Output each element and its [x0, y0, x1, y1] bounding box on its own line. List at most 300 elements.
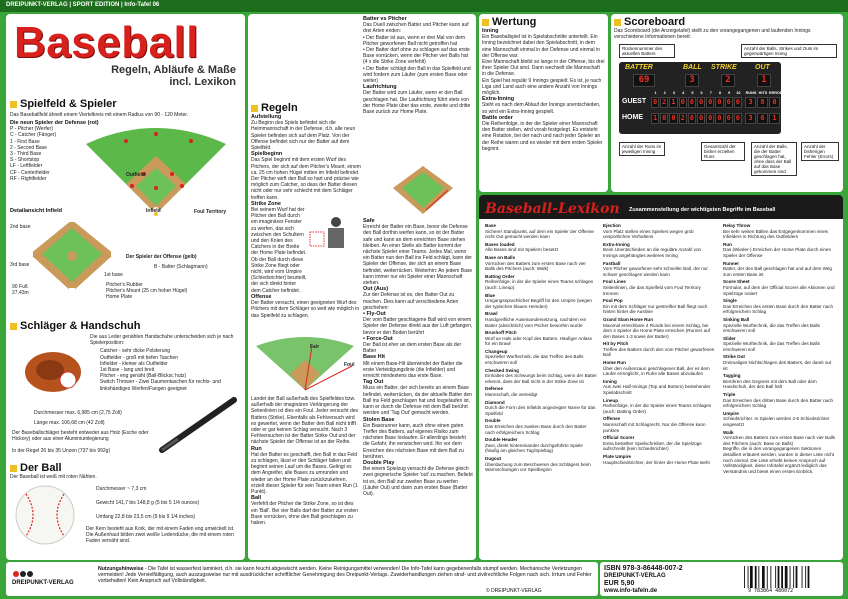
section-wertung: [482, 16, 605, 152]
lexikon-entry: [603, 317, 715, 339]
position-item: 2 - Second Base: [10, 144, 47, 151]
lexikon-term: Defense: [485, 386, 503, 392]
isbn-url: www.info-tafeln.de: [604, 588, 658, 594]
lexikon-entry: [723, 354, 837, 371]
led-strike: 2: [721, 74, 735, 87]
inning-number: 9: [728, 91, 731, 95]
positions-list: [10, 126, 70, 182]
positions-head: Die neun Spieler der Defense (rot): [10, 120, 99, 127]
lexikon-entry: [723, 411, 837, 428]
glove-item: Pitcher - eng genäht (Ball-Blicksc hutz): [100, 373, 187, 380]
isbn-publisher: DREIPUNKT-VERLAG: [604, 573, 666, 579]
glove-item: 1st Base - lang und breit: [100, 367, 155, 374]
lexikon-definition: Zwei, direkt hintereinander durchgeführte Spiele (häufig am gleichen Tag/Spieltag): [485, 442, 583, 454]
lexikon-definition: Spezieller Wurftechnik, die das Treffen des Balls erschweren soll: [485, 354, 584, 366]
rule-block: Double Play Bei einem Spielzug versucht die Defense gleich zwei gegnerische Spieler 'out' zu machen. Beliebt ist es, den Ball zur zweiten Base zu werfen (Läufer Out) und dann zum ersten Base (Batter Out).: [363, 459, 473, 497]
glove-item: Switch Thrower - Zwei Daumentaschen für rechts- und linkshändiges Werfen/Fangen geeignet: [100, 379, 221, 392]
infield-label: Infield: [146, 208, 161, 214]
lexikon-entry: [485, 255, 597, 272]
score-block: Eine Mannschaft bleibt so lange in der Offense, bis drei ihrer Spieler Out sind. Dann wechselt die Mannschaft in die Defense.: [482, 59, 605, 78]
pitchers-mound: [67, 251, 77, 261]
lexikon-term: Score Sheet: [723, 279, 750, 285]
lexikon-definition: Ein mit dem Schläger nur gestreifter Ball fliegt nach hinten hinter die Auslinie: [603, 303, 708, 315]
guest-row: [651, 97, 779, 109]
score-block: Inning Ein Baseballspiel ist in Spielabschnitte unterteilt. Ein Inning bezeichnet dabei den Spielabschnitt, in dem eine Mannschaft einmal in der Defense und einmal in der Offense war.: [482, 28, 600, 59]
callout-total-runs: Gesamtzahl der bisher erzielten Runs: [701, 142, 745, 161]
barcode-bar: [755, 566, 757, 588]
callout-runs-inning: Anzahl der Runs im jeweiligen Inning: [619, 142, 665, 156]
player-rf: [189, 139, 193, 143]
section-marker-icon: [614, 19, 621, 26]
section-scoreboard: [614, 16, 840, 40]
section-ball: [10, 462, 242, 480]
third-base: [27, 252, 33, 256]
bat-length: Länge max. 106,68 cm (42 Zoll): [34, 420, 105, 426]
score-block: Ein Spiel hat regulär 9 Innings gespielt. Es ist, je nach Liga und Land auch eine andere Anzahl von Innings möglich.: [482, 77, 602, 97]
lexikon-definition: Berühren des Gegners mit dem Ball oder dem Handschuh, der den Ball hält: [723, 378, 817, 390]
total-score: 6: [757, 113, 768, 124]
rule-block: Laufrichtung Der Batter wird zum Läufer, wenn er den Ball geschlagen hat. Die Laufrichtung führt stets von der Home Plate über das erste, zweite und dritte Base zurück zur Home Plate.: [363, 84, 471, 116]
lexikon-definition: Einhalten des Schwungs beim Schlag, wenn der Batter erkennt, dass der Ball nicht in der Strike Zone ist: [485, 373, 597, 384]
lexikon-term: Foul Lines: [603, 279, 626, 285]
ball-intro: Der Baseball ist weiß mit roten Nähten.: [10, 474, 97, 480]
lexikon-entry: [723, 430, 837, 447]
label-guest: GUEST: [622, 98, 647, 105]
lexikon-entry: [603, 279, 715, 296]
lexikon-entry: [485, 437, 597, 454]
lexikon-term: Batting Order: [485, 273, 515, 279]
inning-score: 0: [689, 114, 694, 122]
inning-score: 0: [698, 98, 704, 106]
lexikon-definition: Über den Außenzaun geschlagener Ball, der es dem Läufer ermöglicht, in Ruhe alle Bases abzulaufen: [603, 365, 710, 377]
lexikon-panel: [479, 195, 843, 560]
inning-score: 0: [708, 114, 713, 122]
lexikon-definition: Durch die Form des Infields angezeigter Name für das Spielfeld: [485, 405, 596, 416]
label-strike: STRIKE: [711, 64, 737, 71]
rule-block: Run Hat der Batter es geschafft, den Ball in das Feld zu schlagen, lässt er den Schläger fallen und beginnt seinen Lauf um die Bases. Gelingt es dem Angreifer, alle Bases zu umrunden und wieder an der Home Plate zurückzukehren, erzielt dieser Spieler für sein Team einen Run (1 Punkt).: [251, 445, 358, 496]
inning-score: 2: [662, 98, 667, 106]
inning-score: 0: [652, 98, 658, 106]
inning-number: 6: [700, 91, 703, 95]
inning-number: 8: [718, 91, 722, 95]
glove-item: Infielder - kleiner als Outfielder: [100, 360, 168, 367]
inning-score: 0: [689, 98, 694, 106]
lexikon-entry: [603, 379, 715, 396]
ball-title: Der Ball: [10, 462, 242, 474]
lexikon-term: Blue: [485, 292, 495, 298]
lexikon-entry: [723, 336, 837, 353]
lexikon-definition: Mannschaft mit Schlagrecht. Nur die Offense kann punkten: [603, 422, 706, 433]
player-1: [180, 184, 184, 188]
lexikon-term: Offense: [603, 416, 621, 422]
barcode-bar: [758, 566, 759, 588]
home-plate-label: Home Plate: [106, 294, 133, 300]
page-title: Baseball: [14, 18, 199, 67]
baseball-icon: [14, 484, 76, 546]
lexikon-entry: [485, 223, 597, 240]
lexikon-term: Relay Throw: [723, 223, 751, 228]
lexikon-entry: [603, 454, 715, 465]
inning-score: 1: [652, 114, 658, 122]
inning-score: 0: [726, 98, 731, 106]
lexikon-entry: [485, 400, 597, 417]
lexikon-entry: [603, 416, 715, 433]
lexikon-entry: [485, 242, 597, 253]
offense-label: Der Spieler der Offense (gelb): [126, 254, 197, 260]
rule-block: • Der Batter darf ohne zu schlagen auf das erste Base vorrücken, wenn der Pitcher vier Balls hat (4 x die Strike Zone verfehlt): [363, 47, 470, 66]
scoreboard-display: [619, 62, 786, 134]
lexikon-term: Checked Swing: [485, 367, 519, 373]
glove-item: Catcher - sehr dicke Polsterung: [100, 348, 171, 355]
barcode-bar: [785, 566, 788, 588]
barcode-bar: [770, 566, 771, 588]
inning-score: 2: [680, 114, 685, 122]
player-2: [170, 172, 174, 176]
player-lf: [124, 139, 128, 143]
lexikon-term: Lineup: [603, 397, 619, 403]
total-score: 3: [745, 97, 756, 108]
lexikon-entry: [485, 274, 597, 291]
outfield-label: Outfield: [126, 172, 145, 178]
label-out: OUT: [755, 64, 770, 71]
inning-number: 4: [682, 91, 685, 95]
schlaeger-intro: Die aus Leder genähten Handschuhe unterscheiden sich je nach Spielerposition:: [90, 334, 234, 347]
ball-weight: Gewicht 141,7 bis 148,8 g (5 bis 5 1/4 ounces): [96, 500, 200, 506]
total-column-label: ERRORS: [769, 91, 786, 95]
lexikon-term: Ejection: [603, 223, 621, 228]
section-marker-icon: [251, 105, 258, 112]
footer-notes-head: Nutzungshinweise: [98, 566, 144, 572]
lexikon-definition: Umgangssprachlicher Begriff für den Umpire (wegen der typischen blauen Hemden): [485, 298, 592, 309]
fair-foul-illustration: [252, 336, 358, 392]
scoreboard-title: Scoreboard: [614, 16, 840, 28]
barcode-bar: [744, 566, 745, 588]
rule-block: Ball Verfehlt der Pitcher die Strike Zone, so ist dies ein 'Ball'. Bei vier Balls darf der Batter zur ersten Base vorrücken, ohne den Ball geschlagen zu haben.: [251, 495, 358, 527]
lexikon-definition: Spezielle Wurftechnik, die das Treffen des Balls erschweren soll: [723, 322, 820, 334]
total-column-label: RUNS: [745, 91, 757, 95]
lexikon-definition: Treffen des Batters durch den vom Pitcher geworfenen Ball: [603, 346, 715, 358]
lexikon-definition: Vom Platz stellen eines Spielers wegen grob unsportlichen Verhaltens: [603, 228, 694, 240]
led-ball: 3: [685, 74, 699, 87]
lexikon-definition: Überdachung zum Beschweren des Schlägers beim Warmschwingen vor Spielbeginn: [485, 461, 591, 473]
isbn-number: ISBN 978-3-86448-007-2: [604, 565, 683, 572]
callout-hits: Anzahl der Balls, die der Batter geschlagen hat, ohne dass der Ball auf das Base gekommen sind: [751, 142, 797, 176]
lexikon-definition: Das (Wieder-) Erreichen der Home Plate durch einen Spieler der Offense: [723, 247, 831, 258]
lexikon-term: Changeup: [485, 348, 508, 354]
rule-block: Aufstellung Zu Beginn des Spiels befindet sich die Heimmannschaft in der Defense, d.h. alle neun Spieler befinden sich auf dem Platz. Von der Offense befindet sich nur der Batter auf dem Spielfeld.: [251, 114, 356, 152]
barcode-bar: [802, 566, 803, 588]
lexikon-entry: [603, 360, 715, 377]
lexikon-entry: [723, 317, 837, 334]
barcode-bar: [775, 566, 776, 588]
lexikon-entry: [485, 349, 597, 366]
foul-territory-label: Foul Territory: [194, 209, 227, 215]
lexikon-term: Triple: [723, 392, 736, 398]
lexikon-entry: [723, 446, 837, 474]
position-item: CF - Centerfielder: [10, 169, 50, 176]
rule-block: • Force-Out Der Ball ist eher an dem ersten Base als der Batter: [363, 335, 462, 355]
glove-icon: [18, 344, 88, 394]
regeln-title: Regeln: [251, 102, 361, 114]
home-row: [651, 113, 779, 125]
barcode-bar: [808, 566, 810, 588]
lexikon-term: Dugout: [485, 455, 502, 461]
callout-errors: Anzahl der bisherigen Fehler (Errors): [801, 142, 839, 161]
label-1st-base: 1st base: [104, 272, 123, 278]
inning-number: 1: [654, 91, 657, 95]
lexikon-entry: [485, 293, 597, 310]
lexikon-entry: [723, 223, 837, 240]
inning-score: 0: [735, 98, 740, 106]
lexikon-definition: Das Erreichen des dritten Base durch den Batter nach erfolgreichem Schlag: [723, 397, 834, 409]
lexikon-definition: Formular, auf dem der Official Scorer alle Aktionen und Spielzüge notiert: [723, 284, 835, 296]
callout-count: Anzahl der Balls, Strikes und Outs im gegenwärtigen Inning: [741, 44, 837, 58]
inning-number: 10: [736, 91, 741, 95]
lexikon-term: Fastball: [603, 260, 621, 266]
subtitle-line-1: Regeln, Abläufe & Maße: [111, 64, 236, 76]
barcode-bar: [781, 566, 783, 588]
lexikon-entry: [723, 392, 837, 409]
publisher-logo-icon: [10, 566, 90, 590]
bat-material: Der Baseballschläger besteht entweder aus Holz (Esche oder Hickory) oder aus einer Aluminiumlegierung: [12, 430, 149, 443]
rules-right: [363, 16, 473, 115]
inning-score: 0: [662, 114, 667, 122]
rule-block: Landet der Ball außerhalb des Spielfeldes bzw. außerhalb der imaginären Verlängerung der Seitenlinien ist dies ein Foul. Jeder versucht des Batters (Strike). Ebenfalls als Fehlversuch wird es gewertet, wenn der Batter den Ball nicht trifft oder er gar keinen Schlag versucht. Nach 3 Fehlversuchen ist der Batter Strike Out und der nächste Spieler der Offense ist an der Reihe.: [251, 396, 359, 446]
rubber-label: Pitcher's Rubber: [106, 282, 143, 288]
lexikon-term: Runner: [723, 260, 740, 266]
barcode-bar: [796, 566, 798, 588]
bat-icon: [156, 394, 240, 454]
lexikon-term: Bases loaded: [485, 241, 515, 247]
lexikon-definition: Vorrücken des Batters zum ersten Base nach vier Balls des Pitchers (auch: Walk): [485, 260, 586, 272]
lexikon-subtitle: Zusammenstellung der wichtigsten Begriffe im Baseball: [629, 207, 776, 213]
label-batter: BATTER: [625, 64, 653, 71]
lexikon-term: Diamond: [485, 399, 505, 405]
barcode-bar: [767, 566, 768, 588]
footer-publisher: DREIPUNKT-VERLAG: [12, 580, 74, 586]
home-plate: [69, 288, 75, 292]
barcode-bar: [790, 566, 791, 588]
rule-block: • Der Batter schlägt den Ball in das Spielfeld und wird fordern zum Läufer (zum ersten Base oder weiter): [363, 65, 471, 85]
lexikon-entry: [485, 330, 597, 347]
callout-batter-number: Rückennummer des aktuellen Batters: [619, 44, 675, 58]
lexikon-term: Extra-Inning: [603, 241, 630, 247]
lexikon-definition: Spezielle Wurftechnik, die das Treffen des Balls erschweren soll: [723, 341, 820, 352]
lexikon-entry: [603, 341, 715, 358]
lexikon-definition: Bei sehr weiten Bällen das Entgegenkommen eines Infielders in Richtung des Outfielders: [723, 228, 828, 240]
lexikon-entry: [723, 242, 837, 259]
position-item: 3 - Third Base: [10, 151, 42, 158]
lexikon-definition: Vorrücken des Batters zum ersten Base nach vier Balls des Pitchers (auch: Base on Balls): [723, 435, 836, 446]
total-score: 0: [769, 97, 780, 108]
lexikon-term: Single: [723, 298, 737, 304]
position-item: S - Shortstop: [10, 157, 40, 164]
position-item: LF - Leftfielder: [10, 163, 43, 170]
barcode-bar: [778, 566, 780, 588]
spielfeld-title: Spielfeld & Spieler: [10, 98, 242, 110]
lexikon-title: Baseball-Lexikon: [485, 201, 620, 217]
lexikon-entry: [485, 386, 597, 397]
position-item: 1 - First Base: [10, 138, 40, 145]
lexikon-definition: Begriffe, die in den vorangegangenen Sektionen detailliert erläutert werden, wurden in dieser Liste nicht noch einmal. Die Liste erhebt keinen Anspruch auf Vollständigkeit, diese Infotafel ergänzt lediglich das Verständnis und bietet einen ersten Einblick.: [723, 446, 835, 474]
lexikon-column-1: [485, 221, 597, 473]
subtitle-line-2: incl. Lexikon: [169, 76, 236, 88]
rule-block: • Der Batter ist aus, wenn er drei Mal von dem Pitcher geworfenen Ball nicht getroffen hat: [363, 34, 466, 47]
lexikon-entry: [485, 456, 597, 473]
lexikon-term: Base on Balls: [485, 254, 516, 260]
lexikon-definition: Das Erreichen des ersten Base durch den Batter nach erfolgreichem Schlag: [723, 303, 834, 315]
rule-block: Tag Out Muss ein Batter, der sich bereits an einem Base befindet, weiterrücken, da der aktuelle Batter den Ball ins Feld geschlagen hat und losgelaufen ist, kann er durch die Defense mit dem Ball berührt werden und 'Tag Out' gemacht werden.: [363, 379, 472, 417]
inning-number: 5: [691, 91, 694, 95]
player-p: [154, 186, 158, 190]
run-direction-illustration: [388, 164, 458, 216]
barcode-bar: [793, 566, 794, 588]
lexikon-definition: Seitenlinien, die das Spielfeld vom Foul Territory trennen: [603, 284, 701, 296]
footer-notes-text: - Die Tafel ist wasserfest laminiert, d.h. sie kann feucht abgewischt werden. Keine Reinigungsmittel verwenden! Die Info-Tafel kann gegebenenfalls stumpf werden. Mechanische Verletzungen vermeiden! Jede Vervielfältigung, auch auszugsweise nur mit ausdrücklicher schriftlicher Genehmigung des Dreipunkt-Verlags. Zuwiderhandlungen ziehen straf- und zivilrechtliche Folgen nach sich. Irrtum und Fehler vorbehalten! Kein Anspruch auf Vollständigkeit.: [98, 566, 592, 585]
lexikon-definition: Vom Pitcher geworfener sehr schneller Ball, der nur schwer geschlagen werden kann: [603, 266, 708, 277]
rule-block: Out (Aus) Zur der Defense ist es, den Batter Out zu machen. Dies kann auf verschiedene Arten geschehen:: [363, 286, 459, 311]
ball-circumference: Umfang 22,8 bis 23,5 cm (9 bis 9 1/4 inches): [96, 514, 196, 520]
lexikon-entry: [603, 223, 715, 240]
lexikon-definition: Aus zwei Half-Innings (Top and Bottom) bestehender Spielabschnitt: [603, 384, 711, 396]
lexikon-entry: [723, 373, 837, 390]
rules-lower: [251, 396, 361, 526]
scoreboard-intro: Das Scoreboard (die Anzeigetafel) stellt zu den vorangegangenen und laufenden Innings verschiedene Informationen bereit:: [614, 28, 811, 41]
lexikon-term: Run: [723, 241, 732, 247]
lexikon-term: Foul Pop: [603, 298, 623, 304]
total-score: 1: [769, 113, 780, 124]
lexikon-definition: Reihenfolge, in der die Spieler eines Teams schlagen (auch: Lineup): [485, 279, 594, 290]
barcode-text: 9 783864 480072: [748, 588, 794, 594]
led-batter: 69: [633, 74, 655, 87]
lexikon-definition: Hauptschiedsrichter, der hinter der Home Plate steht: [603, 459, 710, 465]
lexikon-entry: [603, 398, 715, 415]
lexikon-definition: Beim Unentschieden an die reguläre Anzahl von Innings angehängtes weiteres Inning: [603, 247, 702, 258]
rule-block: Base Hit Mit einem Base-Hit überwindet der Batter die erste Verteidigungslinie (die Infielder) und erreicht mindestens das erste Base.: [363, 354, 463, 380]
foul-label: Foul: [344, 362, 355, 368]
left-column: [6, 14, 245, 560]
spielfeld-intro: Das Baseballfeld ähnelt einem Viertelkreis mit einem Radius von 90 - 120 Meter.: [10, 112, 189, 118]
position-item: RF - Rightfielder: [10, 175, 47, 182]
label-ball: BALL: [683, 64, 702, 71]
lexikon-definition: Maximal erreichbare 4 Runde bei einem Schlag, bei dem 4 Spieler die Home Plate erreichen (Runner auf den Bases 1-3 sowie der Batter): [603, 322, 710, 339]
rule-block: Offense Der Batter versucht, einen geeigneten Wurf des Pitchers mit dem Schläger so weit wie möglich in das Spielfeld zu schlagen.: [251, 293, 360, 319]
inning-score: 0: [735, 114, 740, 122]
lexikon-term: Brushoff Pitch: [485, 330, 517, 336]
top-bar: DREIPUNKT-VERLAG | SPORT EDITION | Info-Tafel 06: [0, 0, 848, 12]
section-marker-icon: [10, 323, 17, 330]
glove-item: Outfielder - groß mit tiefen Taschen: [100, 354, 178, 361]
bat-weight: In der Regel 26 bis 35 Unzen (737 bis 992g): [12, 448, 111, 454]
player-cf: [154, 132, 158, 136]
inning-score: 0: [708, 98, 713, 106]
position-item: P - Pitcher (Werfer): [10, 126, 53, 133]
inning-number: 3: [672, 91, 676, 95]
lexikon-entry: [603, 261, 715, 278]
lexikon-entry: [723, 298, 837, 315]
scoreboard-column: [611, 14, 843, 192]
barcode-bar: [805, 566, 806, 588]
rule-block: Spielbeginn Das Spiel beginnt mit dem ersten Wurf des Pitchers, der sich auf dem Pitcher's Mount, einem ca. 25 cm hohen Hügel mitten im Infield befindet. Der Pitcher wirft den Ball so hart und präzise wie möglich zum Catcher, so dass der Batter diesen nicht oder nur sehr schlecht mit dem Schläger treffen kann.: [251, 151, 361, 201]
inning-score: 0: [698, 114, 704, 122]
lexikon-definition: Wurf an Hals oder Kopf des Batters. Häufiger Anlass für ein Brawl: [485, 335, 592, 347]
rule-block: Batter vs Pitcher Das Duell zwischen Batter und Pitcher kann auf drei Arten enden:: [363, 16, 469, 35]
lexikon-term: Walk: [723, 429, 734, 435]
isbn-box: [600, 562, 843, 596]
lexikon-term: Official Scorer: [603, 435, 635, 441]
footer-copyright: © DREIPUNKT-VERLAG: [486, 588, 542, 594]
baseball-field-illustration: [76, 126, 236, 216]
barcode-bar: [762, 566, 765, 588]
lexikon-column-3: [723, 221, 837, 474]
distance-label: 90 Fuß 27,43m: [12, 284, 29, 297]
section-marker-icon: [482, 19, 489, 26]
schlaeger-title: Schläger & Handschuh: [10, 320, 242, 332]
footer: [6, 562, 598, 596]
inning-score: 1: [671, 98, 676, 106]
mound-label: Pitcher's Mount (25 cm hoher Hügel): [106, 288, 188, 294]
lexikon-term: Home Run: [603, 360, 626, 366]
lexikon-definition: Batter, der den Ball geschlagen hat und auf dem Weg zum ersten Base ist: [723, 266, 832, 277]
position-item: C - Catcher (Fänger): [10, 132, 57, 139]
lexikon-definition: Dreimaliges Nichtschlagen des Batters, der damit out ist: [723, 360, 832, 371]
lexikon-definition: Schiedsrichter. In Spielen werden 2-6 Schiedsrichter eingesetzt: [723, 416, 830, 427]
barcode-bar: [750, 566, 753, 588]
lexikon-definition: Mannschaft, die verteidigt: [485, 392, 538, 398]
rule-block: Strike Zone Bei seinem Wurf hat der Pitcher den Ball durch ein imaginäres Fenster zu werfen, das sich zwischen den Schultern und den Knien des Catchers in der Breite der Home Plate befindet. Ob der Ball durch diese Strike Zone fliegt oder nicht, wird vom Umpire (Schiedsrichter) beurteilt, der sich direkt hinter dem Catcher befindet.: [251, 200, 307, 294]
rule-block: • Fly-Out Der vom Batter geschlagene Ball wird von einem Spieler der Defense direkt aus der Luft gefangen, bevor er den Boden berührt: [363, 311, 473, 336]
inning-score: 0: [717, 98, 722, 106]
isbn-price: EUR 5,90: [604, 580, 635, 587]
barcode-bar: [748, 566, 749, 588]
lexikon-term: Inning: [603, 378, 617, 384]
lexikon-definition: Sicherer Standpunkt, auf dem ein Spieler der Offense nicht Out gemacht werden kann: [485, 228, 594, 240]
lexikon-definition: Das Erreichen des zweiten Base durch den Batter nach erfolgreichem Schlag: [485, 424, 587, 435]
inning-score: 0: [726, 114, 731, 122]
fair-label: Fair: [310, 344, 320, 350]
total-column-label: HITS: [758, 91, 768, 95]
lexikon-entry: [603, 298, 715, 315]
label-2nd-base: 2nd base: [10, 224, 31, 230]
led-out: 1: [757, 74, 771, 87]
lexikon-term: Plate Umpire: [603, 453, 632, 459]
player-3: [130, 184, 134, 188]
first-base: [111, 252, 117, 256]
rule-block: Safe Erreicht der Batter ein Base, bevor die Defense den Ball dorthin werfen kann, so ist der Batter safe und kann an dem erreichten Base stehen bleiben. An einer Stelle als Batter kommt der nächste Spieler einer Teams. Jedes Mal, wenn ein Batter nun den Ball ins Feld schlägt, kann der Spieler der Offense, der sich an einem Base befindet, weiterrücken. Weiterhin: An jedem Base kann immer nur ein Spieler einer Mannschaft stehen.: [363, 218, 473, 287]
wertung-title: Wertung: [482, 16, 605, 28]
ball-diameter: Durchmesser ~ 7,3 cm: [96, 486, 147, 492]
lexikon-entry: [723, 279, 837, 296]
lexikon-entry: [485, 368, 597, 385]
batter-label: B - Batter (Schlagmann): [154, 264, 208, 270]
lexikon-term: Slider: [723, 335, 736, 341]
ball-core: Der Kern besteht aus Kork, der mit einem Faden eng umwickelt ist. Die Außenhaut bilden zwei weiße Lederstücke, die mit einem roten Faden vernäht sind.: [86, 526, 235, 545]
lexikon-term: Strike Out: [723, 354, 745, 360]
lexikon-definition: Reihenfolge, in der die Spieler eines Teams schlagen (auch: Batting Order): [603, 403, 712, 414]
score-block: Extra-Inning Steht es nach dem Ablauf der Innings unentschieden, so wird ein Extra-Inning gespielt.: [482, 96, 601, 115]
lexikon-definition: Extra bestellter Spielschreiber, der die Spielzüge aufschreibt (kein Schiedsrichter): [603, 440, 702, 452]
lexikon-term: Double: [485, 418, 501, 424]
score-block: Battle order Die Reihenfolge, in der die Spieler einer Mannschaft den Batter stellen, wird vorab festgelegt. Es entsteht eine Rotation, bei der nach und nach jeder Spieler an der Reihe waren und es wieder mit dem ersten Spieler beginnt.: [482, 114, 603, 152]
detail-infield-head: Detailansicht Infield: [10, 208, 62, 214]
section-marker-icon: [10, 465, 17, 472]
lexikon-term: Grand Slam Home Run: [603, 316, 654, 322]
lexikon-term: Tagging: [723, 373, 741, 379]
lexikon-entry: [603, 435, 715, 452]
lexikon-term: Base: [485, 223, 496, 228]
lexikon-entry: [723, 261, 837, 278]
bat-diameter: Durchmesser max. 6,985 cm (2,75 Zoll): [34, 410, 122, 416]
